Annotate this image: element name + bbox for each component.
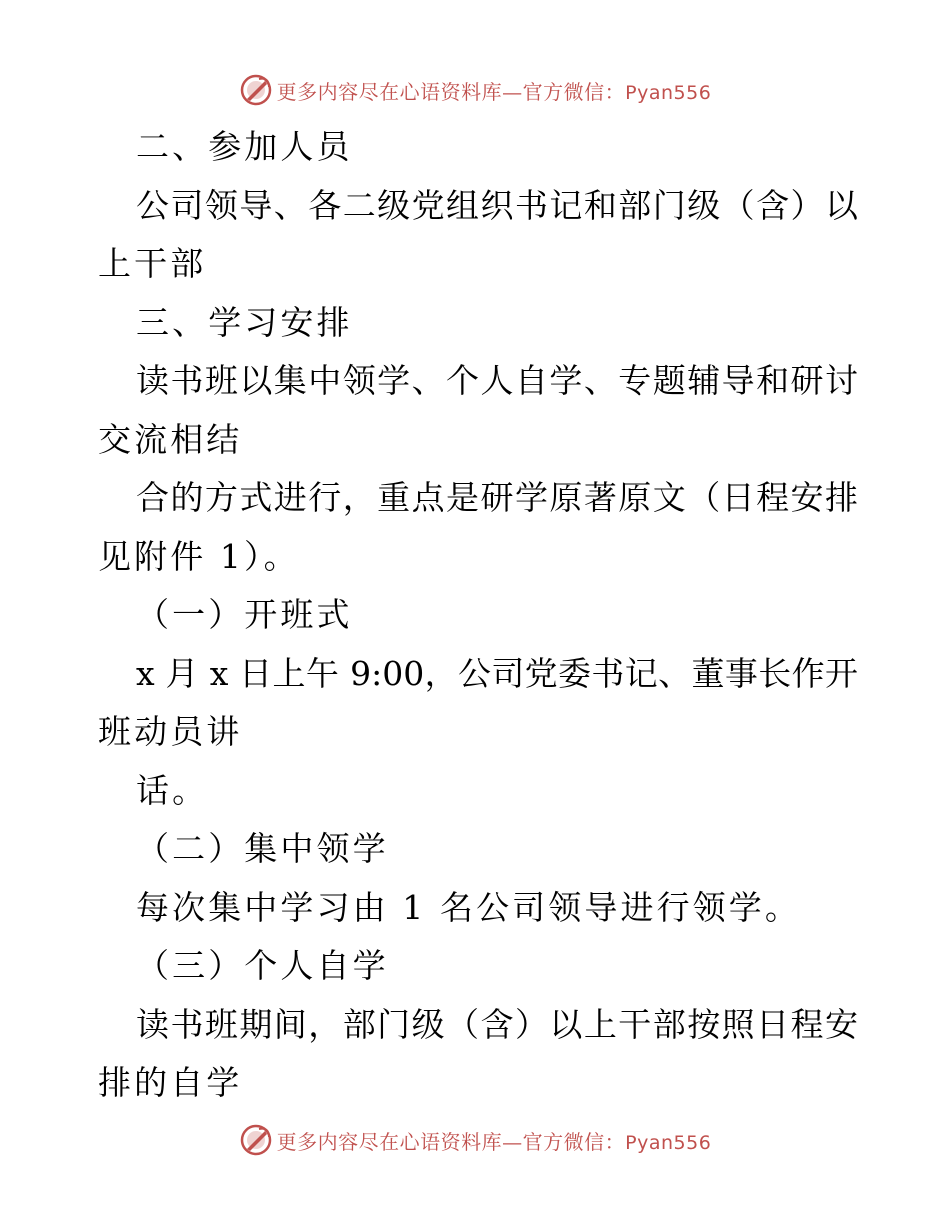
watermark-wechat-label: 官方微信： (522, 1129, 626, 1154)
subheading-centralized-study: （二）集中领学 (136, 829, 389, 868)
watermark-text (277, 76, 712, 105)
watermark-dash: — (502, 79, 523, 104)
header-watermark-banner (0, 70, 950, 110)
paragraph-line: 合的方式进行，重点是研学原著原文（日程安排 (136, 478, 858, 517)
paragraph-line: 见附件 1）。 (98, 536, 300, 576)
quill-seal-logo-icon (239, 73, 273, 107)
paragraph-line: 公司领导、各二级党组织书记和部门级（含）以 (136, 185, 858, 225)
paragraph-line: 班动员讲 (98, 712, 243, 751)
watermark-text (277, 1126, 712, 1155)
subheading-opening-ceremony: （一）开班式 (136, 595, 353, 634)
paragraph-line: x 月 x 日上午 9:00，公司党委书记、董事长作开 (136, 653, 858, 693)
watermark-library-text: 更多内容尽在心语资料库 (276, 1129, 503, 1154)
footer-watermark-banner (0, 1120, 950, 1160)
quill-seal-logo-icon (239, 1123, 273, 1157)
paragraph-line: 读书班以集中领学、个人自学、专题辅导和研讨 (136, 361, 858, 400)
paragraph-line: 读书班期间，部门级（含）以上干部按照日程安 (136, 1004, 858, 1044)
watermark-wechat-label: 官方微信： (522, 79, 626, 104)
section-heading-study-arrangement: 三、学习安排 (136, 302, 353, 342)
paragraph-line: 话。 (136, 770, 209, 810)
paragraph-line: 每次集中学习由 1 名公司领导进行领学。 (136, 887, 801, 927)
document-body (98, 118, 858, 1113)
paragraph-line: 上干部 (98, 244, 207, 283)
watermark-wechat-id: Pyan556 (625, 81, 712, 104)
watermark-dash: — (502, 1129, 523, 1154)
paragraph-line: 排的自学 (98, 1063, 243, 1102)
section-heading-participants: 二、参加人员 (136, 127, 353, 166)
watermark-wechat-id: Pyan556 (625, 1131, 712, 1154)
paragraph-line: 交流相结 (98, 419, 243, 459)
subheading-self-study: （三）个人自学 (136, 946, 389, 985)
watermark-library-text: 更多内容尽在心语资料库 (276, 79, 503, 104)
